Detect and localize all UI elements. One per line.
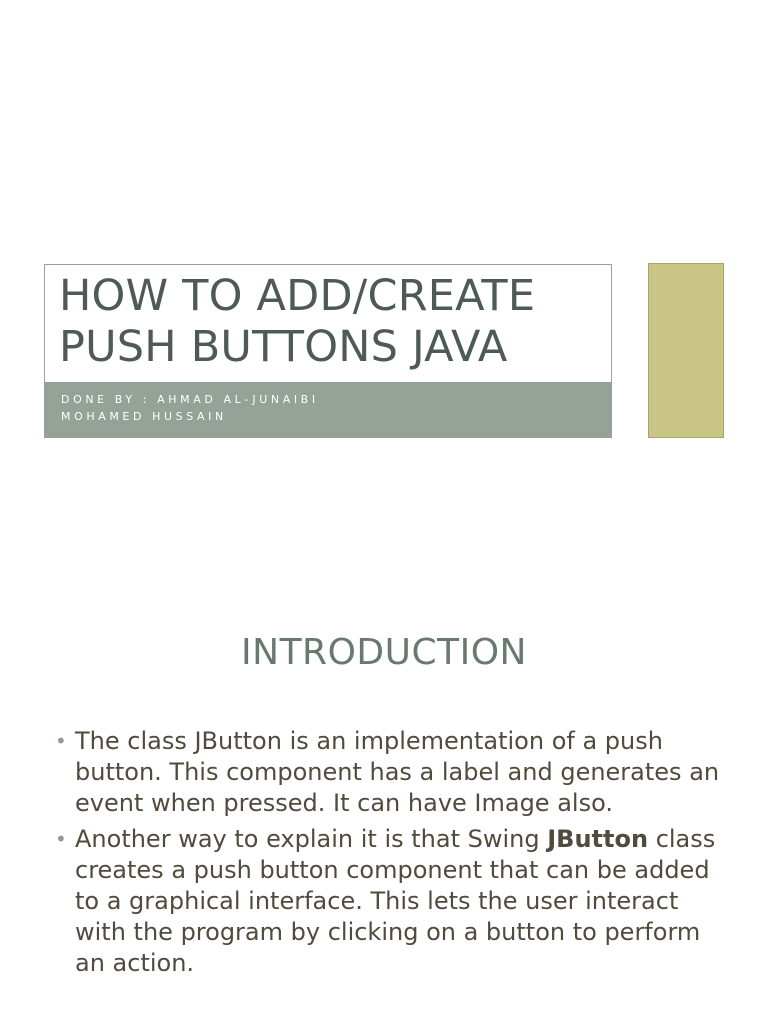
list-item xyxy=(54,726,720,819)
subtitle-band xyxy=(45,382,611,437)
bullet-text-end: class creates a push button component that can be added to a graphical interface. This lets the user interact with the program by clicking on a button to perform an action. xyxy=(75,825,716,977)
slide-title xyxy=(59,271,599,373)
author-line-1: DONE BY : AHMAD AL-JUNAIBI xyxy=(61,393,319,406)
bullet-text-bold: JButton xyxy=(547,825,649,853)
bullet-text: The class JButton is an implementation of a push button. This component has a label and generates an event when pressed. It can have Image also. xyxy=(75,727,720,817)
bullet-icon: • xyxy=(55,729,67,753)
accent-rectangle xyxy=(648,263,724,438)
bullet-text-start: Another way to explain it is that Swing xyxy=(75,825,548,853)
bullet-icon: • xyxy=(55,827,67,851)
bullet-list xyxy=(54,726,720,984)
title-line-1: HOW TO ADD/CREATE xyxy=(59,271,536,321)
list-item xyxy=(54,824,720,979)
introduction-slide xyxy=(0,540,768,1024)
title-box xyxy=(44,264,612,438)
title-line-2: PUSH BUTTONS JAVA xyxy=(59,322,508,372)
author-line-2: MOHAMED HUSSAIN xyxy=(61,410,227,423)
slide-heading: INTRODUCTION xyxy=(241,632,527,673)
